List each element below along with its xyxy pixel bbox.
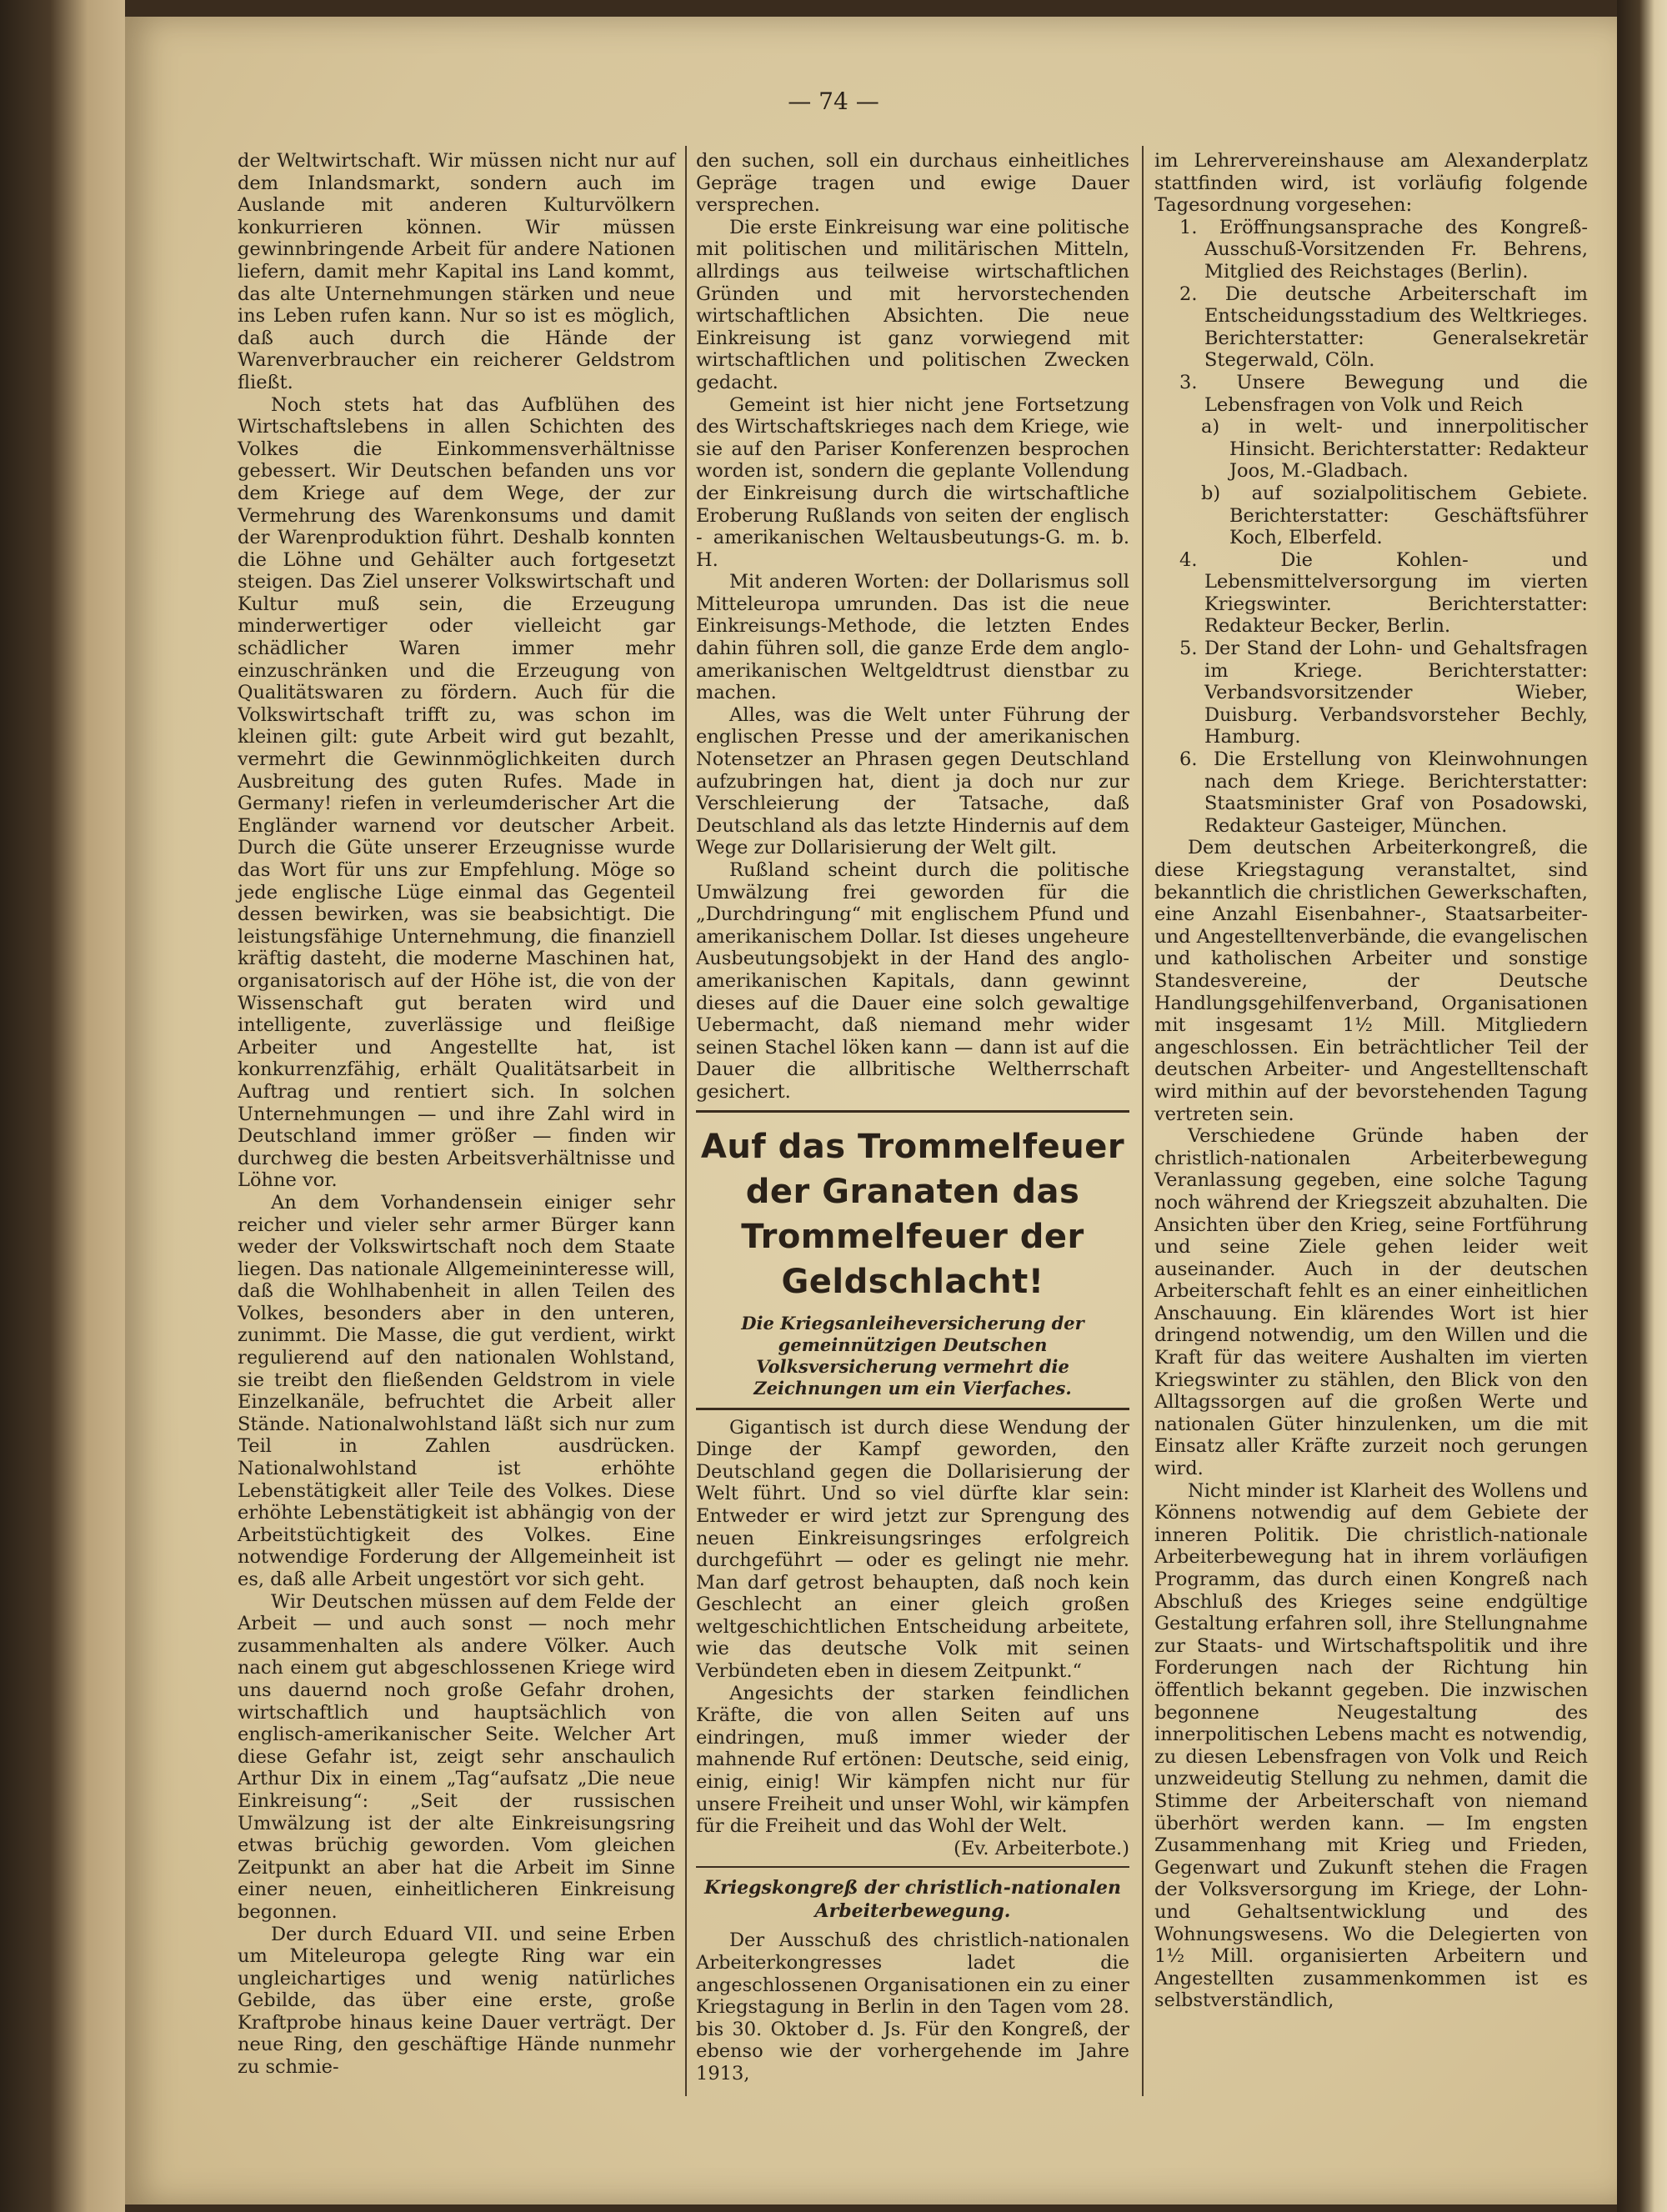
- paragraph: Der durch Eduard VII. und seine Erben um Miteleuropa gelegte Ring war ein ungleichartiges und wenig natürliches Gebilde, das über eine erste, große Kraftprobe hinaus keine Dauer verträgt. Der neue Ring, den geschäftige Hände nunmehr zu schmie-: [238, 1923, 675, 2079]
- agenda-item: 1. Eröffnungsansprache des Kongreß-Ausschuß-Vorsitzenden Fr. Behrens, Mitglied des Reichstages (Berlin).: [1179, 216, 1588, 283]
- paragraph: An dem Vorhandensein einiger sehr reicher und vieler sehr armer Bürger kann weder der Volkswirtschaft noch dem Staate liegen. Das nationale Allgemeininteresse will, daß die Wohlhabenheit in allen Teilen des Volkes, besonders aber in den unteren, zunimmt. Die Masse, die gut verdient, wirkt regulierend auf den nationalen Wohlstand, sie treibt den fließenden Geldstrom in viele Einzelkanäle, befruchtet die Arbeit aller Stände. Nationalwohlstand läßt sich nur zum Teil in Zahlen ausdrücken. Nationalwohlstand ist erhöhte Lebenstätigkeit aller Teile des Volkes. Diese erhöhte Lebenstätigkeit ist abhängig von der Arbeitstüchtigkeit des Volkes. Eine notwendige Forderung der Allgemeinheit ist es, daß alle Arbeit ungestört vor sich geht.: [238, 1191, 675, 1590]
- paragraph: Die erste Einkreisung war eine politische mit politischen und militärischen Mitteln, allrdings aus teilweise wirtschaftlichen Gründen und mit hervorstechenden wirtschaftlichen Absichten. Die neue Einkreisung ist ganz vorwiegend mit wirtschaftlichen und politischen Zwecken gedacht.: [696, 216, 1129, 393]
- paragraph: Noch stets hat das Aufblühen des Wirtschaftslebens in allen Schichten des Volkes die Einkommensverhältnisse gebessert. Wir Deutschen befanden uns vor dem Kriege auf dem Wege, der zur Vermehrung des Warenkonsums und damit der Warenproduktion führt. Deshalb konnten die Löhne und Gehälter auch fortgesetzt steigen. Das Ziel unserer Volkswirtschaft und Kultur muß sein, die Erzeugung minderwertiger oder vielleicht gar schädlicher Waren immer mehr einzuschränken und die Erzeugung von Qualitätswaren zu fördern. Auch für die Volkswirtschaft trifft zu, was schon im kleinen gilt: gute Arbeit wird gut bezahlt, vermehrt die Gewinnmöglichkeiten durch Ausbreitung des guten Rufes. Made in Germany! riefen in verleumderischer Art die Engländer warnend vor deutscher Arbeit. Durch die Güte unserer Erzeugnisse wurde das Wort für uns zur Empfehlung. Möge so jede englische Lüge einmal das Gegenteil dessen bewirken, was sie beabsichtigt. Die leistungsfähige Unternehmung, die finanziell kräftig dasteht, die moderne Maschinen hat, organisatorisch auf der Höhe ist, die von der Wissenschaft gut beraten wird und intelligente, zuverlässige und fleißige Arbeiter und Angestellte hat, ist konkurrenzfähig, erhält Qualitätsarbeit in Auftrag und rentiert sich. In solchen Unternehmungen — und ihre Zahl wird in Deutschland immer größer — finden wir durchweg die besten Arbeitsverhältnisse und Löhne vor.: [238, 393, 675, 1192]
- agenda-subitem: b) auf sozialpolitischem Gebiete. Berichterstatter: Geschäftsführer Koch, Elberfeld.: [1201, 482, 1588, 549]
- section-rule: [696, 1408, 1129, 1410]
- paragraph: Wir Deutschen müssen auf dem Felde der Arbeit — und auch sonst — noch mehr zusammenhalten als andere Völker. Auch nach einem gut abgeschlossenen Kriege wird uns dauernd noch große Gefahr drohen, wirtschaftlich und hauptsächlich von englisch-amerikanischer Seite. Welcher Art diese Gefahr ist, zeigt sehr anschaulich Arthur Dix in einem „Tag“aufsatz „Die neue Einkreisung“: „Seit der russischen Umwälzung ist der alte Einkreisungsring etwas brüchig geworden. Vom gleichen Zeitpunkt an aber hat die Arbeit im Sinne einer neuen, einheitlicheren Einkreisung begonnen.: [238, 1590, 675, 1923]
- paragraph: im Lehrervereinshause am Alexanderplatz stattfinden wird, ist vorläufig folgende Tagesordnung vorgesehen:: [1154, 150, 1588, 217]
- paragraph: Angesichts der starken feindlichen Kräfte, die von allen Seiten auf uns eindringen, muß immer wieder der mahnende Ruf ertönen: Deutsche, seid einig, einig, einig! Wir kämpfen nicht nur für unsere Freiheit und unser Wohl, wir kämpfen für die Freiheit und das Wohl der Welt.: [696, 1682, 1129, 1838]
- agenda-item: 4. Die Kohlen- und Lebensmittelversorgung im vierten Kriegswinter. Berichterstatter: Redakteur Becker, Berlin.: [1179, 548, 1588, 638]
- source-credit: (Ev. Arbeiterbote.): [954, 1837, 1129, 1859]
- paragraph: Der Ausschuß des christlich-nationalen Arbeiterkongresses ladet die angeschlossenen Organisationen ein zu einer Kriegstagung in Berlin in den Tagen vom 28. bis 30. Oktober d. Js. Für den Kongreß, der ebenso wie der vorhergehende im Jahre 1913,: [696, 1929, 1129, 2084]
- headline: Auf das Trommelfeuer der Granaten das Trommelfeuer der Geldschlacht!: [700, 1127, 1125, 1301]
- column-3: [1154, 150, 1588, 2012]
- paragraph: Verschiedene Gründe haben der christlich-nationalen Arbeiterbewegung Veranlassung gegeben, eine solche Tagung noch während der Kriegszeit abzuhalten. Die Ansichten über den Krieg, seine Fortführung und seine Ziele gehen leider weit auseinander. Auch in der deutschen Arbeiterschaft fehlt es an einer einheitlichen Anschauung. Ein klärendes Wort ist hier dringend notwendig, um den Willen und die Kraft für das weitere Aushalten im vierten Kriegswinter zu stählen, den Blick von den Alltagssorgen auf die großen Werte und nationalen Güter hinzulenken, um die mit Einsatz aller Kräfte zurzeit noch gerungen wird.: [1154, 1125, 1588, 1480]
- paragraph: Gigantisch ist durch diese Wendung der Dinge der Kampf geworden, den Deutschland gegen die Dollarisierung der Welt führt. Und so viel dürfte klar sein: Entweder er wird jetzt zur Sprengung des neuen Einkreisungsringes erfolgreich durchgeführt — oder es gelingt nie mehr. Man darf getrost behaupten, daß noch kein Geschlecht an einer gleich großen weltgeschichtlichen Entscheidung arbeitete, wie das deutsche Volk mit seinen Verbündeten eben in diesem Zeitpunkt.“: [696, 1416, 1129, 1683]
- paragraph: den suchen, soll ein durchaus einheitliches Gepräge tragen und ewige Dauer versprechen.: [696, 150, 1129, 217]
- paragraph: Gemeint ist hier nicht jene Fortsetzung des Wirtschaftskrieges nach dem Kriege, wie sie auf den Pariser Konferenzen besprochen worden ist, sondern die geplante Vollendung der Einkreisung durch die wirtschaftliche Eroberung Rußlands von seiten der englisch - amerikanischen Weltausbeutungs-G. m. b. H.: [696, 393, 1129, 571]
- agenda-item: 3. Unsere Bewegung und die Lebensfragen von Volk und Reich: [1179, 371, 1588, 416]
- agenda-item: 5. Der Stand der Lohn- und Gehaltsfragen im Kriege. Berichterstatter: Verbandsvorsitzender Wieber, Duisburg. Verbandsvorsteher Bechly, Hamburg.: [1179, 638, 1588, 748]
- paragraph: Mit anderen Worten: der Dollarismus soll Mitteleuropa umrunden. Das ist die neue Einkreisungs-Methode, die letzten Endes dahin führen soll, die ganze Erde dem anglo-amerikanischen Weltgeldtrust dienstbar zu machen.: [696, 571, 1129, 704]
- section-rule: [696, 1110, 1129, 1113]
- book-binding-left: [0, 0, 125, 2212]
- column-divider: [685, 146, 687, 2096]
- column-divider: [1142, 146, 1144, 2096]
- book-edge-right: [1617, 0, 1667, 2212]
- agenda-list: [1154, 217, 1588, 838]
- agenda-item: 2. Die deutsche Arbeiterschaft im Entscheidungsstadium des Weltkrieges. Berichterstatter: Generalsekretär Stegerwald, Cöln.: [1179, 283, 1588, 372]
- page-number: — 74 —: [788, 88, 879, 115]
- agenda-item: 6. Die Erstellung von Kleinwohnungen nach dem Kriege. Berichterstatter: Staatsminister Graf von Posadowski, Redakteur Gasteiger, München.: [1179, 748, 1588, 837]
- agenda-subitem: a) in welt- und innerpolitischer Hinsicht. Berichterstatter: Redakteur Joos, M.-Gladbach.: [1201, 416, 1588, 483]
- paragraph: Nicht minder ist Klarheit des Wollens und Könnens notwendig auf dem Gebiete der inneren Politik. Die christlich-nationale Arbeiterbewegung hat in ihrem vorläufigen Programm, das durch einen Kongreß nach Abschluß des Krieges seine endgültige Gestaltung erfahren soll, ihre Stellungnahme zur Staats- und Wirtschaftspolitik und ihre Forderungen nach der Richtung hin öffentlich bekannt gegeben. Die inzwischen begonnene Neugestaltung des innerpolitischen Lebens macht es notwendig, zu diesen Lebensfragen von Volk und Reich unzweideutig Stellung zu nehmen, damit die Stimme der Arbeiterschaft von niemand überhört werden kann. — Im engsten Zusammenhang mit Krieg und Frieden, Gegenwart und Zukunft stehen die Fragen der Volksversorgung im Kriege, der Lohn- und Gehaltsentwicklung und des Wohnungswesens. Wo die Delegierten von 1½ Mill. organisierten Arbeitern und Angestellten zusammenkommen ist es selbstverständlich,: [1154, 1479, 1588, 2012]
- section-rule: [696, 1866, 1129, 1868]
- column-2: [696, 150, 1129, 2085]
- subheadline: Die Kriegsanleiheversicherung der gemeinnützigen Deutschen Volksversicherung vermehrt die Zeichnungen um ein Vierfaches.: [741, 1312, 1084, 1399]
- paragraph: Dem deutschen Arbeiterkongreß, die diese Kriegstagung veranstaltet, sind bekanntlich die christlichen Gewerkschaften, eine Anzahl Eisenbahner-, Staatsarbeiter- und Angestelltenverbände, die evangelischen und katholischen Arbeiter und sonstige Standesvereine, der Deutsche Handlungsgehilfenverband, Organisationen mit insgesamt 1½ Mill. Mitgliedern angeschlossen. Ein beträchtlicher Teil der deutschen Arbeiter- und Angestelltenschaft wird mithin auf der bevorstehenden Tagung vertreten sein.: [1154, 837, 1588, 1125]
- paragraph: der Weltwirtschaft. Wir müssen nicht nur auf dem Inlandsmarkt, sondern auch im Auslande mit anderen Kulturvölkern konkurrieren können. Wir müssen gewinnbringende Arbeit für andere Nationen liefern, damit mehr Kapital ins Land kommt, das alte Unternehmungen stärken und neue ins Leben rufen kann. Nur so ist es möglich, daß auch durch die Hände der Warenverbraucher ein reicherer Geldstrom fließt.: [238, 150, 675, 393]
- paragraph: Rußland scheint durch die politische Umwälzung frei geworden für die „Durchdringung“ mit englischem Pfund und amerikanischem Dollar. Ist dieses ungeheure Ausbeutungsobjekt in der Hand des anglo-amerikanischen Kapitals, dann gewinnt dieses auf die Dauer eine solch gewaltige Uebermacht, daß niemand mehr wider seinen Stachel löken kann — dann ist auf die Dauer die allbritische Weltherrschaft gesichert.: [696, 859, 1129, 1103]
- column-1: [238, 150, 675, 2079]
- section-title: Kriegskongreß der christlich-nationalen Arbeiterbewegung.: [704, 1877, 1121, 1923]
- paragraph: Alles, was die Welt unter Führung der englischen Presse und der amerikanischen Notensetzer an Phrasen gegen Deutschland aufzubringen hat, dient ja doch nur zur Verschleierung der Tatsache, daß Deutschland als das letzte Hindernis auf dem Wege zur Dollarisierung der Welt gilt.: [696, 703, 1129, 859]
